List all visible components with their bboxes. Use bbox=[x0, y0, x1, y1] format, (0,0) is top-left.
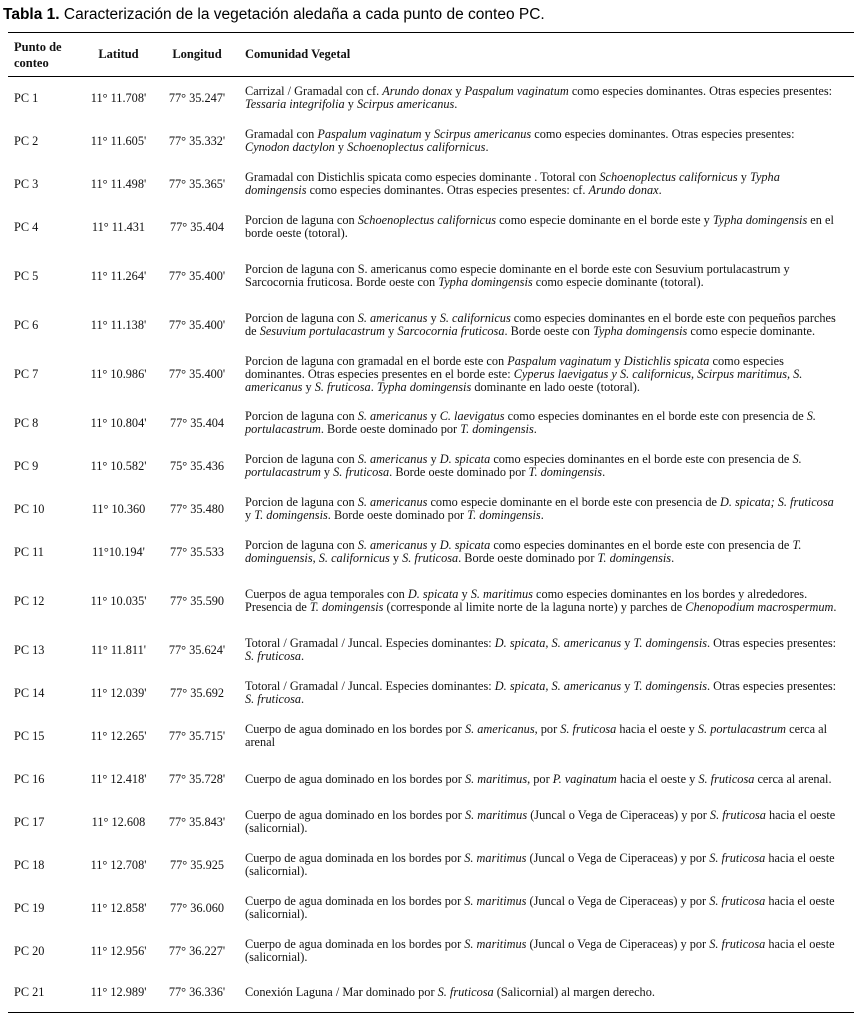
cell-punto: PC 13 bbox=[14, 642, 45, 657]
description-text: Cuerpo de agua dominada en los bordes por bbox=[245, 894, 465, 908]
description-text: Cuerpo de agua dominado en los bordes por bbox=[245, 771, 465, 786]
species-name: Typha domingensis bbox=[438, 275, 533, 289]
vegetation-table bbox=[8, 32, 854, 1013]
cell-latitud: 11° 12.418' bbox=[90, 771, 147, 786]
cell-comunidad-vegetal bbox=[237, 629, 854, 672]
cell-punto: PC 1 bbox=[14, 90, 39, 105]
cell-longitud: 77° 36.060 bbox=[169, 900, 225, 915]
species-name: S. maritimus bbox=[464, 937, 527, 951]
description-text: como especies dominantes. Otras especies presentes: bbox=[531, 127, 795, 141]
cell-punto: PC 8 bbox=[14, 415, 39, 430]
description-text: y bbox=[427, 409, 440, 423]
cell-latitud: 11° 11.811' bbox=[91, 642, 146, 657]
cell-latitud: 11° 11.431 bbox=[91, 219, 146, 234]
description-text: . bbox=[370, 379, 377, 394]
species-name: Typha domingensis bbox=[712, 213, 808, 227]
description-text: y bbox=[611, 353, 624, 368]
description-text: (Juncal o Vega de Ciperaceas) y por bbox=[526, 894, 710, 908]
description-text: como especie dominante en el borde este con presencia de bbox=[427, 495, 721, 509]
cell-punto: PC 16 bbox=[14, 771, 45, 786]
description-text: Totoral / Gramadal / Juncal. Especies dominantes: bbox=[245, 679, 495, 693]
species-name: S. maritimus bbox=[464, 894, 527, 908]
cell-comunidad-vegetal bbox=[237, 304, 854, 347]
description-text: hacia el oeste (salicornial). bbox=[245, 937, 835, 964]
species-name: S. fruticosa bbox=[709, 808, 766, 822]
description-text: Conexión Laguna / Mar dominado por bbox=[245, 984, 438, 999]
description-text: . bbox=[301, 692, 305, 706]
species-name: D. spicata bbox=[439, 452, 491, 466]
cell-longitud: 77° 35.480 bbox=[169, 501, 225, 516]
description-text: y bbox=[427, 538, 440, 552]
table-row bbox=[8, 206, 854, 249]
description-text: Porcion de laguna con gramadal en el borde este con bbox=[245, 353, 508, 368]
cell-comunidad-vegetal bbox=[237, 206, 854, 249]
species-name: S. americanus bbox=[357, 311, 428, 325]
description-text: . Borde oeste dominado por bbox=[327, 508, 468, 522]
cell-comunidad-vegetal bbox=[237, 758, 854, 801]
description-text: . Borde oeste con bbox=[504, 324, 593, 338]
header-comunidad-vegetal: Comunidad Vegetal bbox=[237, 33, 854, 77]
species-name: Cynodon dactylon bbox=[245, 140, 335, 154]
species-name: S. americanus bbox=[357, 409, 428, 423]
description-text: y bbox=[427, 311, 440, 325]
cell-comunidad-vegetal bbox=[237, 163, 854, 206]
species-name: T. domingensis bbox=[528, 465, 603, 479]
description-text: Porcion de laguna con bbox=[245, 213, 358, 227]
description-text: como especies dominantes en los bordes y alrededores. Presencia de bbox=[245, 587, 808, 614]
description-text: y bbox=[245, 508, 255, 522]
species-name: S. maritimus bbox=[464, 851, 527, 865]
description-text: . bbox=[533, 422, 537, 436]
cell-latitud: 11° 12.608 bbox=[91, 814, 146, 829]
table-header-row bbox=[8, 33, 854, 77]
description-text: como especies dominantes. Otras especies presentes: cf. bbox=[306, 183, 589, 197]
cell-longitud: 77° 35.404 bbox=[169, 219, 225, 234]
species-name: T. dominguensis, S. californicus bbox=[245, 538, 802, 565]
description-text: y bbox=[421, 127, 434, 141]
species-name: S. portulacastrum bbox=[697, 722, 787, 736]
species-name: Scirpus americanus bbox=[356, 97, 455, 112]
table-row bbox=[8, 445, 854, 488]
description-text: Gramadal con Distichlis spicata como especies dominante . Totoral con bbox=[245, 170, 600, 184]
species-name: S. fruticosa bbox=[698, 771, 755, 786]
description-text: Porcion de laguna con bbox=[245, 311, 358, 325]
description-text: como especies dominantes en el borde este con presencia de bbox=[490, 452, 793, 466]
description-text: cerca al arenal. bbox=[754, 771, 832, 786]
cell-comunidad-vegetal bbox=[237, 120, 854, 163]
cell-punto: PC 18 bbox=[14, 857, 45, 872]
species-name: S. americanus bbox=[464, 722, 535, 736]
header-punto-de-conteo: Punto de conteo bbox=[8, 33, 80, 77]
cell-punto: PC 3 bbox=[14, 176, 39, 191]
description-text: como especies dominantes en el borde este con presencia de bbox=[504, 409, 807, 423]
species-name: T. domingensis bbox=[633, 679, 708, 693]
description-text: como especies dominantes. Otras especies presentes: bbox=[568, 84, 833, 99]
species-name: D. spicata, S. americanus bbox=[494, 636, 622, 650]
description-text: (Juncal o Vega de Ciperaceas) y por bbox=[526, 937, 710, 951]
table-row bbox=[8, 488, 854, 531]
description-text: Gramadal con bbox=[245, 127, 318, 141]
table-row bbox=[8, 672, 854, 715]
species-name: Cyperus laevigatus y S. californicus, Scirpus maritimus, S. americanus bbox=[245, 366, 803, 394]
species-name: S. maritimus bbox=[470, 587, 533, 601]
species-name: Typha domingensis bbox=[245, 170, 780, 197]
cell-punto: PC 7 bbox=[14, 366, 39, 381]
description-text: y bbox=[452, 84, 465, 99]
description-text: y bbox=[344, 97, 357, 112]
species-name: S. maritimus bbox=[464, 771, 528, 786]
description-text: Cuerpos de agua temporales con bbox=[245, 587, 408, 601]
description-text: , por bbox=[527, 771, 553, 786]
cell-comunidad-vegetal bbox=[237, 973, 854, 1013]
cell-longitud: 77° 35.533 bbox=[169, 544, 225, 559]
cell-latitud: 11° 11.605' bbox=[90, 133, 147, 148]
cell-latitud: 11° 10.804' bbox=[90, 415, 147, 430]
table-row bbox=[8, 77, 854, 120]
species-name: Schoenoplectus californicus bbox=[599, 170, 738, 184]
cell-punto: PC 9 bbox=[14, 458, 39, 473]
cell-latitud: 11° 12.956' bbox=[90, 943, 147, 958]
table-row bbox=[8, 801, 854, 844]
cell-longitud: 77° 35.715' bbox=[168, 728, 226, 743]
cell-latitud: 11° 10.360 bbox=[91, 501, 146, 516]
species-name: S. fruticosa bbox=[245, 649, 302, 663]
species-name: Paspalum vaginatum bbox=[507, 353, 612, 368]
cell-comunidad-vegetal bbox=[237, 249, 854, 304]
description-text: y bbox=[427, 452, 440, 466]
table-row bbox=[8, 120, 854, 163]
cell-latitud: 11° 12.039' bbox=[90, 685, 147, 700]
cell-punto: PC 15 bbox=[14, 728, 45, 743]
cell-comunidad-vegetal bbox=[237, 887, 854, 930]
species-name: Schoenoplectus californicus bbox=[347, 140, 486, 154]
description-text: en el borde oeste (totoral). bbox=[245, 213, 834, 240]
cell-punto: PC 5 bbox=[14, 268, 39, 283]
species-name: Typha domingensis bbox=[592, 324, 688, 338]
cell-longitud: 77° 35.692 bbox=[169, 685, 225, 700]
species-name: S. fruticosa bbox=[709, 894, 766, 908]
species-name: Sesuvium portulacastrum bbox=[259, 324, 386, 338]
table-row bbox=[8, 887, 854, 930]
table-row bbox=[8, 930, 854, 973]
species-name: Scirpus americanus bbox=[433, 127, 532, 141]
cell-punto: PC 19 bbox=[14, 900, 45, 915]
species-name: S. americanus bbox=[357, 495, 428, 509]
table-row bbox=[8, 844, 854, 887]
description-text: . Borde oeste dominado por bbox=[389, 465, 529, 479]
description-text: (Juncal o Vega de Ciperaceas) y por bbox=[527, 808, 710, 822]
species-name: Distichlis spicata bbox=[623, 353, 710, 368]
description-text: como especies dominantes en el borde este con pequeños parches de bbox=[245, 311, 836, 338]
description-text: como especie dominante (totoral). bbox=[532, 275, 704, 289]
table-row bbox=[8, 531, 854, 574]
description-text: dominante en lado oeste (totoral). bbox=[471, 379, 640, 394]
species-name: Arundo donax bbox=[382, 84, 453, 99]
description-text: y bbox=[737, 170, 751, 184]
cell-punto: PC 21 bbox=[8, 973, 80, 1013]
species-name: Arundo donax bbox=[588, 183, 659, 197]
species-name: D. spicata, S. americanus bbox=[494, 679, 622, 693]
cell-comunidad-vegetal bbox=[237, 402, 854, 445]
description-text: hacia el oeste y bbox=[616, 722, 698, 736]
header-latitud: Latitud bbox=[80, 33, 157, 77]
description-text: y bbox=[302, 379, 315, 394]
description-text: Cuerpo de agua dominada en los bordes por bbox=[245, 937, 465, 951]
cell-latitud: 11° 12.265' bbox=[90, 728, 147, 743]
description-text: como especie dominante en el borde este y bbox=[496, 213, 713, 227]
description-text: Cuerpo de agua dominado en los bordes por bbox=[245, 808, 465, 822]
table-row bbox=[8, 758, 854, 801]
species-name: Tessaria integrifolia bbox=[245, 97, 345, 112]
cell-latitud: 11° 10.582' bbox=[90, 458, 147, 473]
cell-longitud: 77° 36.336' bbox=[157, 973, 237, 1013]
description-text: (corresponde al limite norte de la laguna norte) y parches de bbox=[383, 600, 686, 614]
caption-text: Caracterización de la vegetación aledaña a cada punto de conteo PC. bbox=[59, 6, 545, 23]
cell-punto: PC 20 bbox=[14, 943, 45, 958]
cell-comunidad-vegetal bbox=[237, 574, 854, 629]
cell-longitud: 77° 35.400' bbox=[168, 366, 226, 381]
description-text: y bbox=[320, 465, 334, 479]
cell-punto: PC 6 bbox=[14, 317, 39, 332]
cell-latitud: 11° 11.498' bbox=[90, 176, 147, 191]
description-text: . bbox=[833, 600, 837, 614]
cell-comunidad-vegetal bbox=[237, 531, 854, 574]
cell-longitud: 77° 36.227' bbox=[168, 943, 226, 958]
description-text: Cuerpo de agua dominada en los bordes por bbox=[245, 851, 465, 865]
description-text: y bbox=[385, 324, 398, 338]
species-name: D. spicata bbox=[439, 538, 491, 552]
cell-punto: PC 17 bbox=[14, 814, 45, 829]
description-text: hacia el oeste (salicornial). bbox=[245, 851, 835, 878]
species-name: Typha domingensis bbox=[376, 379, 472, 394]
table-row bbox=[8, 304, 854, 347]
description-text: , por bbox=[534, 722, 561, 736]
species-name: P. vaginatum bbox=[552, 771, 617, 786]
species-name: S. fruticosa bbox=[245, 692, 302, 706]
species-name: T. domingensis bbox=[460, 422, 534, 436]
description-text: Cuerpo de agua dominado en los bordes por bbox=[245, 722, 465, 736]
species-name: S. americanus bbox=[357, 452, 428, 466]
table-row bbox=[8, 715, 854, 758]
cell-comunidad-vegetal bbox=[237, 488, 854, 531]
cell-punto: PC 2 bbox=[14, 133, 39, 148]
description-text: . bbox=[658, 183, 662, 197]
cell-longitud: 77° 35.728' bbox=[168, 771, 226, 786]
table-caption bbox=[3, 6, 545, 24]
table-row bbox=[8, 574, 854, 629]
cell-latitud: 11° 11.264' bbox=[90, 268, 147, 283]
cell-longitud: 77° 35.404 bbox=[169, 415, 225, 430]
cell-comunidad-vegetal bbox=[237, 672, 854, 715]
description-text: Porcion de laguna con bbox=[245, 538, 358, 552]
cell-comunidad-vegetal bbox=[237, 445, 854, 488]
species-name: S. fruticosa bbox=[709, 937, 766, 951]
table-row bbox=[8, 163, 854, 206]
species-name: C. laevigatus bbox=[439, 409, 505, 423]
species-name: S. fruticosa bbox=[437, 984, 494, 999]
cell-longitud: 77° 35.400' bbox=[168, 268, 226, 283]
species-name: Sarcocornia fruticosa bbox=[397, 324, 505, 338]
cell-latitud: 11° 12.858' bbox=[90, 900, 147, 915]
species-name: T. domingensis bbox=[597, 551, 672, 565]
species-name: T. domingensis bbox=[633, 636, 708, 650]
description-text: . Borde oeste dominado por bbox=[458, 551, 598, 565]
species-name: S. fruticosa bbox=[402, 551, 459, 565]
cell-latitud: 11° 10.035' bbox=[90, 593, 147, 608]
description-text: Totoral / Gramadal / Juncal. Especies dominantes: bbox=[245, 636, 495, 650]
species-name: S. maritimus bbox=[464, 808, 528, 822]
description-text: y bbox=[458, 587, 471, 601]
cell-latitud: 11° 11.138' bbox=[90, 317, 147, 332]
cell-longitud: 77° 35.365' bbox=[168, 176, 226, 191]
description-text: y bbox=[621, 679, 634, 693]
species-name: Chenopodium macrospermum bbox=[685, 600, 834, 614]
description-text: como especies dominantes en el borde este con presencia de bbox=[490, 538, 793, 552]
description-text: (Juncal o Vega de Ciperaceas) y por bbox=[526, 851, 710, 865]
caption-label: Tabla 1. bbox=[3, 6, 60, 23]
cell-latitud: 11° 11.708' bbox=[90, 90, 147, 105]
description-text: Carrizal / Gramadal con cf. bbox=[245, 84, 383, 99]
species-name: S. fruticosa bbox=[560, 722, 617, 736]
cell-punto: PC 14 bbox=[14, 685, 45, 700]
cell-punto: PC 4 bbox=[14, 219, 39, 234]
description-text: . bbox=[671, 551, 675, 565]
cell-longitud: 77° 35.624' bbox=[168, 642, 226, 657]
cell-longitud: 75° 35.436 bbox=[169, 458, 225, 473]
table-body bbox=[8, 77, 854, 1013]
species-name: S. fruticosa bbox=[709, 851, 766, 865]
cell-comunidad-vegetal bbox=[237, 801, 854, 844]
cell-comunidad-vegetal bbox=[237, 347, 854, 402]
species-name: Schoenoplectus californicus bbox=[357, 213, 497, 227]
description-text: hacia el oeste y bbox=[616, 771, 699, 786]
description-text: y bbox=[334, 140, 348, 154]
description-text: cerca al arenal bbox=[245, 722, 827, 749]
cell-punto: PC 11 bbox=[14, 544, 44, 559]
description-text: como especie dominante. bbox=[687, 324, 816, 338]
description-text: . bbox=[454, 97, 458, 112]
cell-longitud: 77° 35.925 bbox=[169, 857, 225, 872]
species-name: S. californicus bbox=[439, 311, 511, 325]
cell-latitud: 11° 12.989' bbox=[80, 973, 157, 1013]
cell-longitud: 77° 35.332' bbox=[168, 133, 226, 148]
species-name: S. americanus bbox=[357, 538, 428, 552]
cell-latitud: 11° 12.708' bbox=[90, 857, 147, 872]
description-text: . Otras especies presentes: bbox=[707, 679, 837, 693]
description-text: . bbox=[540, 508, 544, 522]
cell-comunidad-vegetal bbox=[237, 77, 854, 120]
species-name: S. portulacastrum bbox=[245, 409, 817, 436]
cell-longitud: 77° 35.400' bbox=[168, 317, 226, 332]
description-text: (Salicornial) al margen derecho. bbox=[493, 984, 655, 999]
species-name: T. domingensis bbox=[309, 600, 384, 614]
description-text: y bbox=[621, 636, 634, 650]
cell-comunidad-vegetal bbox=[237, 844, 854, 887]
description-text: . Borde oeste dominado por bbox=[320, 422, 461, 436]
species-name: D. spicata; S. fruticosa bbox=[720, 495, 834, 509]
table-row bbox=[8, 402, 854, 445]
description-text: . bbox=[301, 649, 305, 663]
description-text: hacia el oeste (salicornial). bbox=[245, 808, 836, 835]
species-name: S. portulacastrum bbox=[245, 452, 802, 479]
description-text: . bbox=[485, 140, 489, 154]
cell-latitud: 11° 10.986' bbox=[90, 366, 147, 381]
species-name: S. fruticosa bbox=[314, 379, 371, 394]
species-name: S. fruticosa bbox=[333, 465, 390, 479]
cell-comunidad-vegetal bbox=[237, 715, 854, 758]
description-text: Porcion de laguna con S. americanus como especie dominante en el borde este con Sesuvium portulacastrum y Sarcocornia fruticosa. Borde oeste con bbox=[245, 262, 790, 289]
cell-comunidad-vegetal bbox=[237, 930, 854, 973]
cell-longitud: 77° 35.247' bbox=[168, 90, 226, 105]
description-text: y bbox=[389, 551, 403, 565]
description-text: . Otras especies presentes: bbox=[707, 636, 837, 650]
table-row bbox=[8, 347, 854, 402]
species-name: T. domingensis bbox=[254, 508, 328, 522]
table-row bbox=[8, 629, 854, 672]
description-text: Porcion de laguna con bbox=[245, 452, 358, 466]
species-name: T. domingensis bbox=[467, 508, 541, 522]
description-text: como especies dominantes. Otras especies presentes en el borde este: bbox=[245, 353, 784, 381]
table-row bbox=[8, 249, 854, 304]
description-text: hacia el oeste (salicornial). bbox=[245, 894, 835, 921]
cell-longitud: 77° 35.590 bbox=[169, 593, 225, 608]
description-text: . bbox=[602, 465, 606, 479]
species-name: Paspalum vaginatum bbox=[464, 84, 569, 99]
cell-latitud: 11°10.194' bbox=[92, 544, 145, 559]
description-text: Porcion de laguna con bbox=[245, 495, 358, 509]
table-row bbox=[8, 973, 854, 1013]
cell-longitud: 77° 35.843' bbox=[168, 814, 226, 829]
description-text: Porcion de laguna con bbox=[245, 409, 358, 423]
species-name: Paspalum vaginatum bbox=[317, 127, 422, 141]
header-longitud: Longitud bbox=[157, 33, 237, 77]
species-name: D. spicata bbox=[407, 587, 459, 601]
cell-punto: PC 12 bbox=[14, 593, 45, 608]
cell-punto: PC 10 bbox=[14, 501, 45, 516]
